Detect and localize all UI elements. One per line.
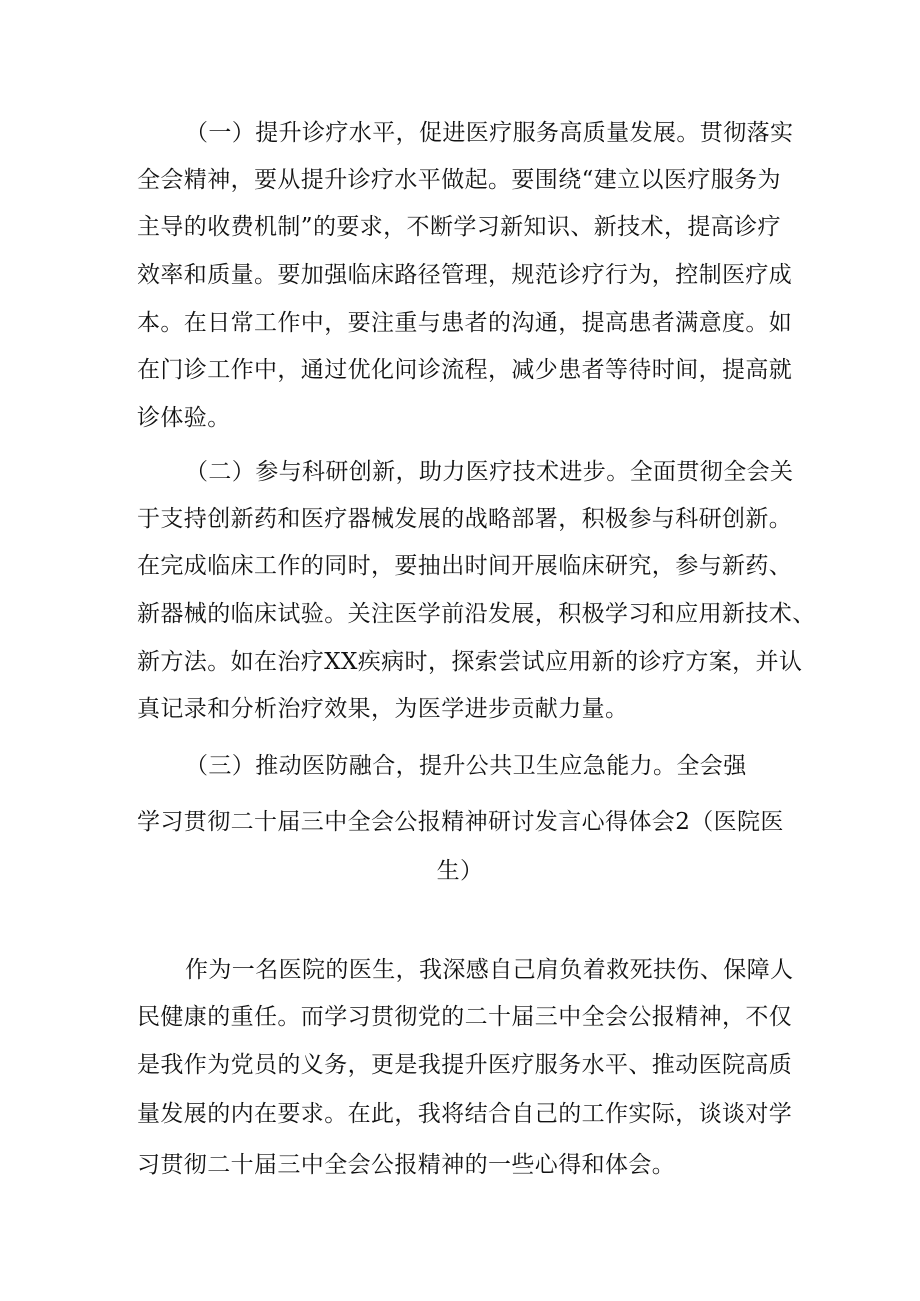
text-line: 于支持创新药和医疗器械发展的战略部署，积极参与科研创新。 <box>137 506 793 532</box>
text-line: 习贯彻二十届三中全会公报精神的一些心得和体会。 <box>137 1152 676 1178</box>
text-line: 量发展的内在要求。在此，我将结合自己的工作实际，谈谈对学 <box>137 1101 793 1127</box>
text-line: （三）推动医防融合，提升公共卫生应急能力。全会强 <box>185 753 747 779</box>
text-line: 新方法。如在治疗XX疾病时，探索尝试应用新的诊疗方案，并认 <box>137 649 803 675</box>
text-line: 在门诊工作中，通过优化问诊流程，减少患者等待时间，提高就 <box>137 357 793 383</box>
text-line: （二）参与科研创新，助力医疗技术进步。全面贯彻全会关 <box>185 459 794 485</box>
text-line: 作为一名医院的医生，我深感自己肩负着救死扶伤、保障人 <box>185 957 794 983</box>
text-line: 本。在日常工作中，要注重与患者的沟通，提高患者满意度。如 <box>137 310 793 336</box>
text-line: 主导的收费机制”的要求，不断学习新知识、新技术，提高诊疗 <box>137 214 781 240</box>
text-line: 全会精神，要从提升诊疗水平做起。要围绕“建立以医疗服务为 <box>137 167 781 193</box>
text-line: 在完成临床工作的同时，要抽出时间开展临床研究，参与新药、 <box>137 553 793 579</box>
text-line: 真记录和分析治疗效果，为医学进步贡献力量。 <box>137 696 629 722</box>
title-line: 学习贯彻二十届三中全会公报精神研讨发言心得体会2（医院医 <box>137 809 784 835</box>
title-line: 生） <box>436 858 484 884</box>
text-line: 新器械的临床试验。关注医学前沿发展，积极学习和应用新技术、 <box>137 601 816 627</box>
text-line: （一）提升诊疗水平，促进医疗服务高质量发展。贯彻落实 <box>185 120 794 146</box>
text-line: 诊体验。 <box>137 405 231 431</box>
text-line: 是我作为党员的义务，更是我提升医疗服务水平、推动医院高质 <box>137 1052 793 1078</box>
text-line: 效率和质量。要加强临床路径管理，规范诊疗行为，控制医疗成 <box>137 262 793 288</box>
text-line: 民健康的重任。而学习贯彻党的二十届三中全会公报精神，不仅 <box>137 1004 793 1030</box>
